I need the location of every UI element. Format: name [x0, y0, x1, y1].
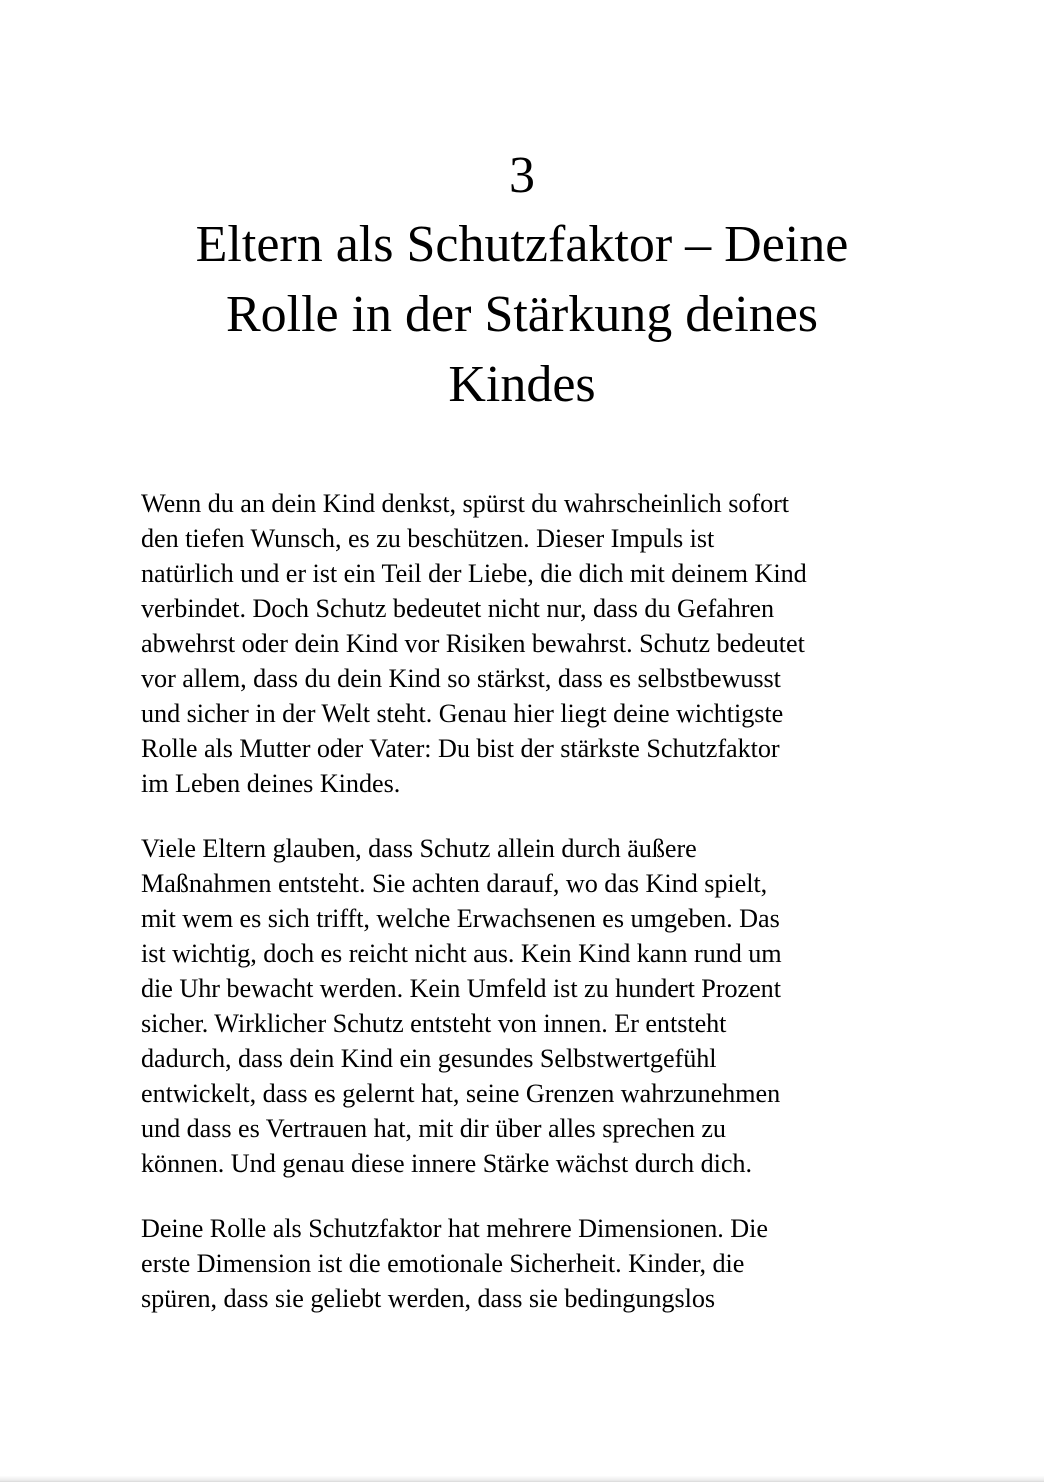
text-line: vor allem, dass du dein Kind so stärkst, dass es selbstbewusst — [141, 664, 781, 693]
text-line: dadurch, dass dein Kind ein gesundes Selbstwertgefühl — [141, 1044, 717, 1073]
text-line: Viele Eltern glauben, dass Schutz allein durch äußere — [141, 834, 697, 863]
text-line: im Leben deines Kindes. — [141, 769, 401, 798]
text-line: die Uhr bewacht werden. Kein Umfeld ist zu hundert Prozent — [141, 974, 781, 1003]
chapter-title-line: Rolle in der Stärkung deines — [225, 286, 819, 343]
chapter-title — [140, 210, 904, 420]
text-line: abwehrst oder dein Kind vor Risiken bewahrst. Schutz bedeutet — [141, 629, 805, 658]
text-line: und dass es Vertrauen hat, mit dir über alles sprechen zu — [141, 1114, 726, 1143]
paragraph — [141, 486, 921, 801]
text-line: sicher. Wirklicher Schutz entsteht von innen. Er entsteht — [141, 1009, 727, 1038]
text-line: Deine Rolle als Schutzfaktor hat mehrere Dimensionen. Die — [141, 1214, 768, 1243]
text-line: verbindet. Doch Schutz bedeutet nicht nur, dass du Gefahren — [141, 594, 775, 623]
text-line: können. Und genau diese innere Stärke wächst durch dich. — [141, 1149, 752, 1178]
text-line: Wenn du an dein Kind denkst, spürst du wahrscheinlich sofort — [141, 489, 790, 518]
text-line: Maßnahmen entsteht. Sie achten darauf, wo das Kind spielt, — [141, 869, 768, 898]
chapter-title-line: Kindes — [448, 356, 596, 413]
text-line: mit wem es sich trifft, welche Erwachsenen es umgeben. Das — [141, 904, 780, 933]
text-line: natürlich und er ist ein Teil der Liebe, die dich mit deinem Kind — [141, 559, 807, 588]
page-bottom-edge — [0, 1476, 1044, 1482]
paragraph — [141, 831, 921, 1181]
text-line: ist wichtig, doch es reicht nicht aus. Kein Kind kann rund um — [141, 939, 782, 968]
chapter-header — [140, 146, 904, 420]
chapter-body — [141, 486, 921, 1346]
chapter-title-line: Eltern als Schutzfaktor – Deine — [195, 216, 849, 273]
text-line: und sicher in der Welt steht. Genau hier liegt deine wichtigste — [141, 699, 784, 728]
chapter-number: 3 — [509, 147, 535, 204]
text-line: erste Dimension ist die emotionale Sicherheit. Kinder, die — [141, 1249, 745, 1278]
text-line: den tiefen Wunsch, es zu beschützen. Dieser Impuls ist — [141, 524, 715, 553]
text-line: Rolle als Mutter oder Vater: Du bist der stärkste Schutzfaktor — [141, 734, 780, 763]
paragraph — [141, 1211, 921, 1316]
text-line: spüren, dass sie geliebt werden, dass sie bedingungslos — [141, 1284, 716, 1313]
text-line: entwickelt, dass es gelernt hat, seine Grenzen wahrzunehmen — [141, 1079, 781, 1108]
